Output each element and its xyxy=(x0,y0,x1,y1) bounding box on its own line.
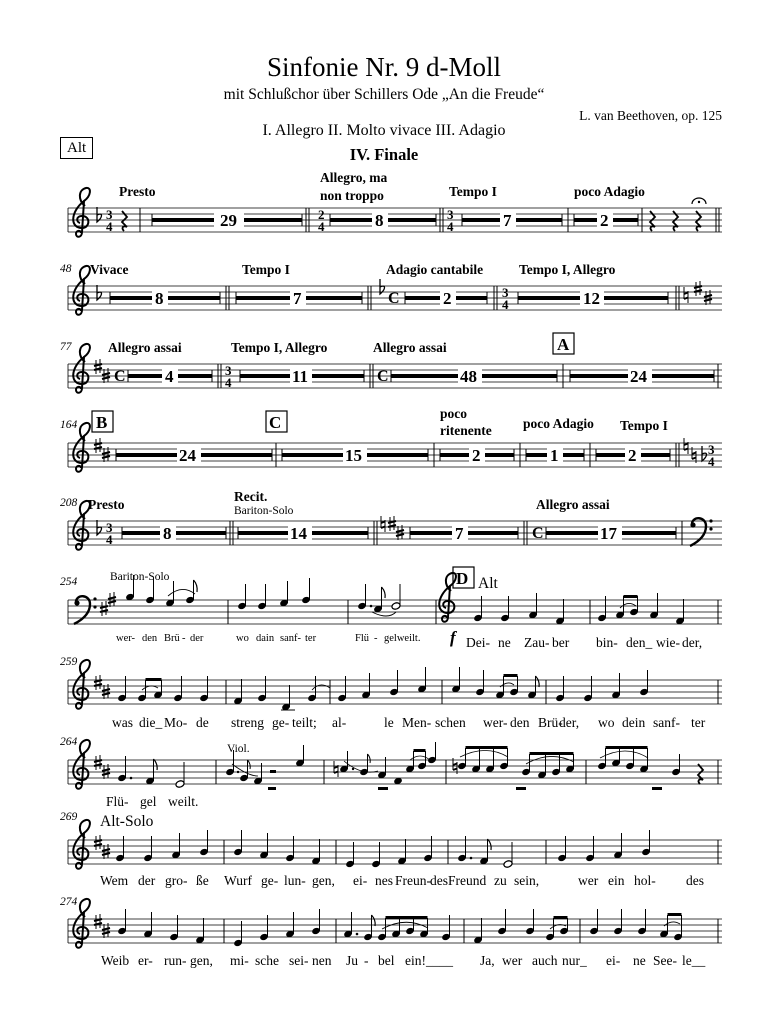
lyric: ße xyxy=(196,873,209,888)
lyric: gro- xyxy=(165,873,188,888)
multirest-count: 7 xyxy=(293,289,302,308)
tempo-marking: Presto xyxy=(119,184,156,199)
lyric: Brü xyxy=(164,633,180,644)
part-label: Bariton-Solo xyxy=(234,505,294,517)
tempo-marking: Tempo I xyxy=(242,262,290,277)
svg-text:4: 4 xyxy=(106,532,113,547)
multirest-count: 1 xyxy=(550,446,559,465)
part-label: Alt-Solo xyxy=(100,813,154,830)
system-5 xyxy=(60,489,722,550)
tempo-marking: Presto xyxy=(88,497,125,512)
svg-text:3: 3 xyxy=(106,207,113,222)
tempo-marking: poco Adagio xyxy=(574,184,645,199)
lyric: was xyxy=(112,715,133,730)
lyric: Freund xyxy=(448,873,487,888)
lyric: Wurf xyxy=(224,873,252,888)
lyric: Wem xyxy=(100,873,129,888)
instrument-label: Alt xyxy=(60,137,93,159)
lyric: Dei- xyxy=(466,635,490,650)
multirest-count: 2 xyxy=(443,289,452,308)
svg-text:2: 2 xyxy=(318,207,325,222)
lyric: ne xyxy=(633,953,646,968)
lyric: al- xyxy=(332,715,347,730)
system-3 xyxy=(60,333,722,393)
tempo-marking: Allegro assai xyxy=(536,497,610,512)
lyric: gen, xyxy=(312,873,335,888)
svg-text:4: 4 xyxy=(708,454,715,469)
lyric: der xyxy=(138,873,156,888)
lyric: er- xyxy=(138,953,153,968)
lyric: Flü xyxy=(355,633,370,644)
lyric: wer xyxy=(578,873,599,888)
rehearsal-mark: C xyxy=(269,413,282,432)
lyric: sanf- xyxy=(280,633,301,644)
lyric: Men- xyxy=(402,715,432,730)
multirest-count: 17 xyxy=(600,524,617,543)
svg-text:4: 4 xyxy=(225,375,232,390)
multirest-count: 7 xyxy=(455,524,464,543)
lyric: nes xyxy=(375,873,393,888)
tempo-marking: poco xyxy=(440,406,467,421)
lyric: Zau- xyxy=(524,635,550,650)
lyric: wer- xyxy=(116,633,136,644)
lyric: zu xyxy=(494,873,507,888)
tempo-marking: Tempo I xyxy=(449,184,497,199)
svg-text:3: 3 xyxy=(225,363,232,378)
dynamic-marking: f xyxy=(450,628,456,647)
lyric: See- xyxy=(653,953,677,968)
lyric: run- xyxy=(164,953,187,968)
tempo-marking: non troppo xyxy=(320,188,384,203)
system-9 xyxy=(60,811,722,888)
lyric: des xyxy=(430,873,448,888)
system-2 xyxy=(60,262,722,315)
lyric: Flü- xyxy=(106,794,129,809)
tempo-marking: Allegro assai xyxy=(373,340,447,355)
lyric: streng xyxy=(231,715,264,730)
tempo-marking: Vivace xyxy=(90,262,129,277)
lyric: Mo- xyxy=(164,715,188,730)
svg-text:3: 3 xyxy=(708,442,715,457)
svg-text:C: C xyxy=(377,368,389,385)
lyric: Ja, xyxy=(480,953,495,968)
lyric: den xyxy=(142,633,158,644)
lyric: Weib xyxy=(101,953,130,968)
measure-number: 254 xyxy=(60,576,78,588)
svg-text:4: 4 xyxy=(106,219,113,234)
lyric: Brü- xyxy=(538,715,563,730)
composer: L. van Beethoven, op. 125 xyxy=(579,108,722,123)
lyric: sche xyxy=(255,953,279,968)
multirest-count: 2 xyxy=(472,446,481,465)
multirest-count: 8 xyxy=(163,524,172,543)
lyric: der xyxy=(190,633,204,644)
lyric: des xyxy=(686,873,704,888)
lyric: wo xyxy=(236,633,249,644)
svg-text:3: 3 xyxy=(447,207,454,222)
lyric: ei- xyxy=(353,873,368,888)
svg-text:4: 4 xyxy=(447,219,454,234)
lyric: lun- xyxy=(284,873,306,888)
lyric: ber xyxy=(552,635,570,650)
lyric: wo xyxy=(598,715,615,730)
lyric: ge- xyxy=(261,873,279,888)
svg-text:4: 4 xyxy=(318,219,325,234)
lyric: der, xyxy=(682,635,703,650)
tempo-marking: Adagio cantabile xyxy=(386,262,484,277)
multirest-count: 2 xyxy=(600,211,609,230)
lyric: bel xyxy=(378,953,395,968)
lyric: - xyxy=(374,633,378,644)
multirest-count: 12 xyxy=(583,289,600,308)
measure-number: 259 xyxy=(60,656,78,668)
lyric: ein xyxy=(608,873,625,888)
system-10 xyxy=(60,896,722,968)
rehearsal-mark: A xyxy=(557,335,570,354)
lyric: den_ xyxy=(626,635,653,650)
system-6 xyxy=(60,567,722,650)
part-label: Bariton-Solo xyxy=(110,571,170,583)
svg-text:4: 4 xyxy=(502,297,509,312)
lyric: le__ xyxy=(682,953,706,968)
lyric: sei- xyxy=(289,953,309,968)
tempo-marking: Allegro, ma xyxy=(320,170,388,185)
multirest-count: 24 xyxy=(630,367,647,386)
lyric: teilt; xyxy=(292,715,317,730)
lyric: den xyxy=(510,715,530,730)
lyric: dein xyxy=(622,715,646,730)
tempo-marking: poco Adagio xyxy=(523,416,594,431)
lyric: sanf- xyxy=(653,715,680,730)
score-title: Sinfonie Nr. 9 d-Moll xyxy=(267,52,501,82)
multirest-count: 4 xyxy=(165,367,174,386)
lyric: wer xyxy=(502,953,523,968)
tempo-marking: Allegro assai xyxy=(108,340,182,355)
system-8 xyxy=(60,736,722,809)
svg-text:3: 3 xyxy=(502,285,509,300)
lyric: sein, xyxy=(514,873,540,888)
lyric: auch xyxy=(532,953,558,968)
tempo-marking: Recit. xyxy=(234,489,268,504)
lyric: - xyxy=(182,633,186,644)
lyric: wer- xyxy=(483,715,508,730)
rehearsal-mark: B xyxy=(96,413,108,432)
lyric: bin- xyxy=(596,635,618,650)
lyric: gen, xyxy=(190,953,213,968)
lyric: de xyxy=(196,715,209,730)
measure-number: 164 xyxy=(60,419,78,431)
measure-number: 274 xyxy=(60,896,78,908)
lyric: - xyxy=(364,953,369,968)
multirest-count: 15 xyxy=(345,446,362,465)
lyric: wie- xyxy=(656,635,680,650)
movements-list: I. Allegro II. Molto vivace III. Adagio xyxy=(262,122,506,139)
measure-number: 264 xyxy=(60,736,78,748)
svg-text:C: C xyxy=(114,368,126,385)
tempo-marking: Tempo I xyxy=(620,418,668,433)
multirest-count: 48 xyxy=(460,367,477,386)
system-7 xyxy=(60,656,722,730)
tempo-marking: ritenente xyxy=(440,423,492,438)
multirest-count: 29 xyxy=(220,211,237,230)
movement-heading: IV. Finale xyxy=(349,145,419,164)
lyric: ge- xyxy=(272,715,290,730)
svg-text:C: C xyxy=(388,290,400,307)
part-label: Viol. xyxy=(227,743,250,755)
lyric: hol- xyxy=(634,873,656,888)
system-1 xyxy=(68,170,722,237)
lyric: gelweilt. xyxy=(384,633,421,644)
measure-number: 208 xyxy=(60,497,78,509)
measure-number: 48 xyxy=(60,263,72,275)
lyric: dain xyxy=(256,633,275,644)
multirest-count: 14 xyxy=(290,524,307,543)
lyric: le xyxy=(384,715,394,730)
svg-text:C: C xyxy=(532,525,544,542)
lyric: ei- xyxy=(606,953,621,968)
lyric: die_ xyxy=(139,715,163,730)
rehearsal-mark: D xyxy=(456,569,469,588)
measure-number: 269 xyxy=(60,811,78,823)
multirest-count: 11 xyxy=(292,367,309,386)
tempo-marking: Tempo I, Allegro xyxy=(519,262,616,277)
lyric: ter xyxy=(305,633,317,644)
multirest-count: 24 xyxy=(179,446,196,465)
lyric: ter xyxy=(691,715,706,730)
system-4 xyxy=(60,406,722,472)
lyric: nen xyxy=(312,953,332,968)
multirest-count: 2 xyxy=(628,446,637,465)
multirest-count: 8 xyxy=(155,289,164,308)
lyric: gel xyxy=(140,794,157,809)
tempo-marking: Tempo I, Allegro xyxy=(231,340,328,355)
lyric: weilt. xyxy=(168,794,199,809)
lyric: der, xyxy=(559,715,580,730)
part-label: Alt xyxy=(478,575,498,592)
lyric: schen xyxy=(435,715,466,730)
lyric: Freun- xyxy=(395,873,431,888)
lyric: ne xyxy=(498,635,511,650)
lyric: Ju xyxy=(346,953,359,968)
multirest-count: 8 xyxy=(375,211,384,230)
lyric: ein!____ xyxy=(405,953,453,968)
lyric: mi- xyxy=(230,953,249,968)
measure-number: 77 xyxy=(60,341,72,353)
lyric: nur_ xyxy=(562,953,587,968)
score-subtitle: mit Schlußchor über Schillers Ode „An die Freude“ xyxy=(223,86,545,103)
svg-text:3: 3 xyxy=(106,520,113,535)
multirest-count: 7 xyxy=(503,211,512,230)
